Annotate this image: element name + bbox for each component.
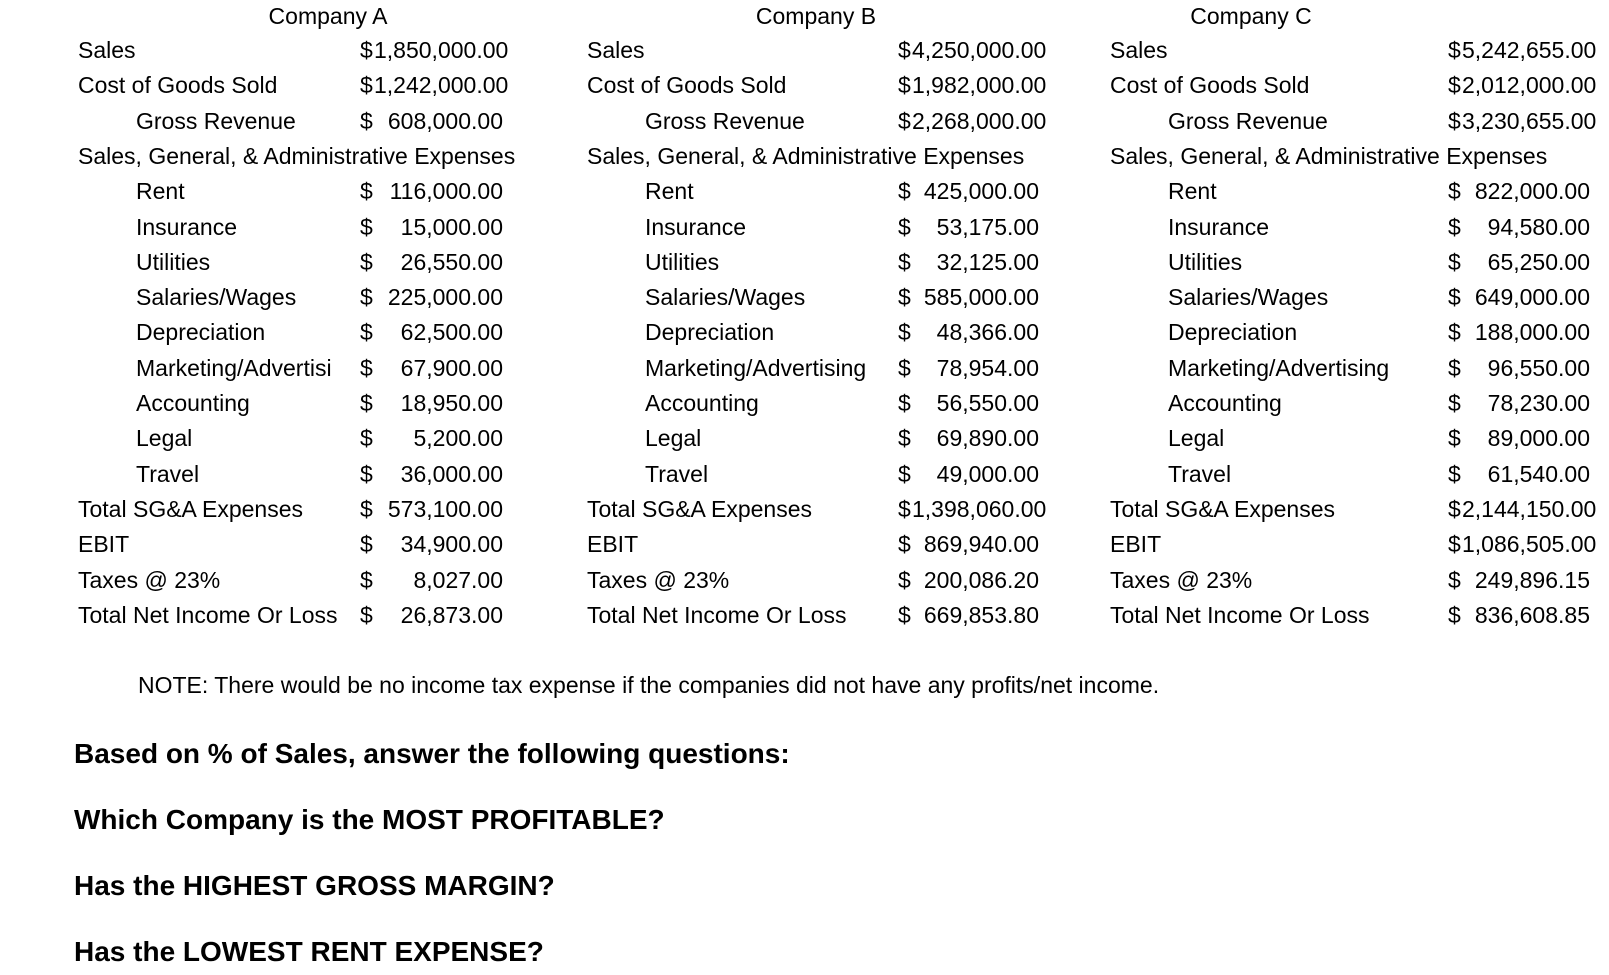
row-label: Depreciation [136, 319, 266, 346]
row-amount: 669,853.80 [923, 601, 1039, 628]
currency-symbol: $ [360, 107, 373, 134]
statement-row [78, 174, 513, 208]
statement-row [1110, 492, 1600, 526]
company-a-statement [78, 0, 578, 650]
row-label: Depreciation [645, 319, 775, 346]
company-title: Company C [1190, 3, 1312, 29]
statement-row [1110, 457, 1600, 491]
row-amount: 8,027.00 [413, 566, 503, 593]
row-amount: 96,550.00 [1487, 354, 1590, 381]
currency-symbol: $ [1448, 284, 1461, 311]
row-label: Utilities [136, 248, 211, 275]
row-label: Legal [645, 425, 702, 452]
currency-symbol: $ [898, 460, 911, 487]
row-label: Taxes @ 23% [78, 566, 221, 593]
row-amount: 49,000.00 [936, 460, 1039, 487]
currency-symbol: $ [1448, 495, 1461, 522]
row-amount: 94,580.00 [1487, 213, 1590, 240]
statement-row [78, 527, 513, 561]
statement-row [78, 598, 513, 632]
currency-symbol: $ [1448, 319, 1461, 346]
currency-symbol: $ [360, 178, 373, 205]
row-amount: 48,366.00 [936, 319, 1039, 346]
currency-symbol: $ [360, 213, 373, 240]
statement-row [1110, 280, 1600, 314]
row-label: Total Net Income Or Loss [78, 601, 338, 628]
currency-symbol: $ [1448, 178, 1461, 205]
statement-row [1110, 563, 1600, 597]
statement-row [78, 33, 513, 67]
currency-symbol: $ [898, 566, 911, 593]
row-amount: 188,000.00 [1474, 319, 1590, 346]
row-amount: 2,144,150.00 [1462, 495, 1597, 522]
currency-symbol: $ [1448, 531, 1461, 558]
row-amount: 67,900.00 [400, 354, 503, 381]
row-label: Marketing/Advertising [645, 354, 867, 381]
row-amount: 89,000.00 [1487, 425, 1590, 452]
currency-symbol: $ [898, 354, 911, 381]
row-amount: 1,850,000.00 [374, 37, 509, 63]
row-label: Cost of Goods Sold [1110, 72, 1310, 99]
row-label: Salaries/Wages [136, 284, 297, 311]
row-amount: 18,950.00 [400, 390, 503, 416]
row-amount: 2,268,000.00 [912, 107, 1047, 134]
row-label: Gross Revenue [136, 107, 296, 134]
currency-symbol: $ [360, 354, 373, 381]
statement-row [1110, 68, 1600, 102]
row-label: Taxes @ 23% [587, 566, 730, 593]
currency-symbol: $ [360, 72, 373, 99]
statement-row [1110, 315, 1600, 349]
statement-row [1110, 245, 1600, 279]
currency-symbol: $ [360, 37, 373, 63]
statement-row [1110, 210, 1600, 244]
row-label: Cost of Goods Sold [78, 72, 278, 99]
row-amount: 65,250.00 [1487, 248, 1590, 275]
currency-symbol: $ [360, 601, 373, 628]
statement-row [1110, 139, 1600, 173]
row-label: Sales, General, & Administrative Expenses [1110, 142, 1548, 169]
currency-symbol: $ [360, 284, 373, 311]
statement-row [78, 421, 513, 455]
statement-row [587, 598, 1049, 632]
instructions-heading: Based on % of Sales, answer the following questions: [74, 738, 790, 769]
row-amount: 53,175.00 [936, 213, 1039, 240]
statement-row [1110, 386, 1600, 420]
currency-symbol: $ [898, 37, 911, 63]
company-b-statement [587, 0, 1087, 650]
statement-row [78, 280, 513, 314]
row-label: Gross Revenue [645, 107, 805, 134]
row-amount: 69,890.00 [936, 425, 1039, 452]
currency-symbol: $ [1448, 248, 1461, 275]
row-amount: 425,000.00 [923, 178, 1039, 205]
statement-row [587, 210, 1049, 244]
statement-row [78, 210, 513, 244]
row-amount: 62,500.00 [400, 319, 503, 346]
statement-row [587, 33, 1049, 67]
statement-row [1110, 598, 1600, 632]
row-amount: 573,100.00 [387, 495, 503, 522]
row-amount: 225,000.00 [387, 284, 503, 311]
currency-symbol: $ [1448, 425, 1461, 452]
row-amount: 32,125.00 [936, 248, 1039, 275]
currency-symbol: $ [898, 425, 911, 452]
row-label: Total SG&A Expenses [1110, 495, 1336, 522]
row-label: Sales, General, & Administrative Expenses [78, 142, 516, 169]
row-label: Sales [78, 37, 136, 63]
row-amount: 869,940.00 [923, 531, 1039, 558]
currency-symbol: $ [360, 460, 373, 487]
statement-row [78, 563, 513, 597]
statement-row [587, 386, 1049, 420]
row-label: Gross Revenue [1168, 107, 1328, 134]
statement-row [1110, 33, 1600, 67]
row-amount: 61,540.00 [1487, 460, 1590, 487]
row-amount: 836,608.85 [1474, 601, 1590, 628]
currency-symbol: $ [1448, 72, 1461, 99]
row-label: Total Net Income Or Loss [587, 601, 847, 628]
currency-symbol: $ [360, 531, 373, 558]
row-label: Travel [1168, 460, 1232, 487]
statement-row [587, 245, 1049, 279]
statement-row [78, 492, 513, 526]
row-amount: 5,242,655.00 [1462, 37, 1597, 63]
statement-row [587, 421, 1049, 455]
row-label: Sales [587, 37, 645, 63]
row-amount: 3,230,655.00 [1462, 107, 1597, 134]
statement-row [78, 68, 513, 102]
currency-symbol: $ [1448, 213, 1461, 240]
row-amount: 36,000.00 [400, 460, 503, 487]
row-amount: 26,550.00 [400, 248, 503, 275]
row-label: Taxes @ 23% [1110, 566, 1253, 593]
row-amount: 1,398,060.00 [912, 495, 1047, 522]
row-amount: 649,000.00 [1474, 284, 1590, 311]
currency-symbol: $ [1448, 460, 1461, 487]
row-label: Accounting [1168, 390, 1282, 416]
currency-symbol: $ [1448, 566, 1461, 593]
row-label: Travel [136, 460, 200, 487]
row-label: Cost of Goods Sold [587, 72, 787, 99]
statement-row [78, 245, 513, 279]
statement-row [78, 104, 513, 138]
row-label: Total SG&A Expenses [587, 495, 813, 522]
row-label: Insurance [1168, 213, 1270, 240]
currency-symbol: $ [898, 72, 911, 99]
row-amount: 15,000.00 [400, 213, 503, 240]
currency-symbol: $ [360, 319, 373, 346]
statement-row [1110, 104, 1600, 138]
currency-symbol: $ [898, 178, 911, 205]
row-label: Marketing/Advertising [1168, 354, 1390, 381]
currency-symbol: $ [898, 248, 911, 275]
row-label: Total Net Income Or Loss [1110, 601, 1370, 628]
row-label: EBIT [78, 531, 130, 558]
statement-row [78, 351, 513, 385]
currency-symbol: $ [360, 566, 373, 593]
statement-row [587, 174, 1049, 208]
currency-symbol: $ [1448, 601, 1461, 628]
row-label: Legal [136, 425, 193, 452]
row-label: Legal [1168, 425, 1225, 452]
row-amount: 116,000.00 [389, 178, 503, 205]
currency-symbol: $ [360, 425, 373, 452]
row-amount: 78,954.00 [936, 354, 1039, 381]
currency-symbol: $ [1448, 37, 1461, 63]
statement-row [587, 315, 1049, 349]
statement-row [587, 351, 1049, 385]
row-amount: 608,000.00 [387, 107, 503, 134]
statement-row [587, 280, 1049, 314]
row-label: Rent [1168, 178, 1217, 205]
statement-row [78, 457, 513, 491]
statement-row [78, 386, 513, 420]
statement-row [1110, 351, 1600, 385]
row-label: Rent [645, 178, 694, 205]
row-label: Travel [645, 460, 709, 487]
row-label: EBIT [587, 531, 639, 558]
row-label: Total SG&A Expenses [78, 495, 304, 522]
currency-symbol: $ [360, 495, 373, 522]
row-amount: 585,000.00 [923, 284, 1039, 311]
statement-row [587, 563, 1049, 597]
statement-row [587, 457, 1049, 491]
statement-row [587, 68, 1049, 102]
row-amount: 1,086,505.00 [1462, 531, 1597, 558]
statement-row [587, 492, 1049, 526]
row-label: Insurance [136, 213, 238, 240]
statement-row [587, 139, 1049, 173]
statement-row [1110, 421, 1600, 455]
currency-symbol: $ [360, 390, 373, 416]
currency-symbol: $ [898, 531, 911, 558]
currency-symbol: $ [898, 601, 911, 628]
currency-symbol: $ [360, 248, 373, 275]
company-title: Company A [268, 3, 388, 29]
row-label: Sales, General, & Administrative Expenses [587, 142, 1025, 169]
row-label: Salaries/Wages [1168, 284, 1329, 311]
row-label: Utilities [1168, 248, 1243, 275]
row-label: Rent [136, 178, 185, 205]
tax-note: NOTE: There would be no income tax expense if the companies did not have any profits/net income. [138, 672, 1160, 698]
company-title: Company B [755, 3, 877, 29]
currency-symbol: $ [898, 107, 911, 134]
statement-row [587, 527, 1049, 561]
row-amount: 200,086.20 [923, 566, 1039, 593]
currency-symbol: $ [898, 213, 911, 240]
currency-symbol: $ [898, 319, 911, 346]
question-most-profitable: Which Company is the MOST PROFITABLE? [74, 804, 665, 835]
row-label: Insurance [645, 213, 747, 240]
currency-symbol: $ [898, 495, 911, 522]
statement-row [78, 315, 513, 349]
row-amount: 5,200.00 [413, 425, 503, 452]
currency-symbol: $ [1448, 107, 1461, 134]
row-label: Sales [1110, 37, 1168, 63]
row-amount: 78,230.00 [1487, 390, 1590, 416]
statement-row [1110, 174, 1600, 208]
row-label: Utilities [645, 248, 720, 275]
row-label: Marketing/Advertisi [136, 354, 332, 381]
statement-row [587, 104, 1049, 138]
row-amount: 34,900.00 [400, 531, 503, 558]
row-label: Accounting [136, 390, 250, 416]
row-amount: 249,896.15 [1474, 566, 1590, 593]
row-amount: 1,242,000.00 [374, 72, 509, 99]
question-lowest-rent-expense: Has the LOWEST RENT EXPENSE? [74, 936, 544, 967]
currency-symbol: $ [1448, 390, 1461, 416]
currency-symbol: $ [898, 390, 911, 416]
row-label: Depreciation [1168, 319, 1298, 346]
row-amount: 4,250,000.00 [912, 37, 1047, 63]
row-amount: 56,550.00 [936, 390, 1039, 416]
row-amount: 822,000.00 [1474, 178, 1590, 205]
row-amount: 1,982,000.00 [912, 72, 1047, 99]
currency-symbol: $ [1448, 354, 1461, 381]
statement-row [78, 139, 516, 173]
row-label: Accounting [645, 390, 759, 416]
row-label: EBIT [1110, 531, 1162, 558]
row-amount: 26,873.00 [400, 601, 503, 628]
currency-symbol: $ [898, 284, 911, 311]
question-highest-gross-margin: Has the HIGHEST GROSS MARGIN? [74, 870, 555, 901]
statement-row [1110, 527, 1600, 561]
row-label: Salaries/Wages [645, 284, 806, 311]
row-amount: 2,012,000.00 [1462, 72, 1597, 99]
company-c-statement [1110, 0, 1609, 650]
